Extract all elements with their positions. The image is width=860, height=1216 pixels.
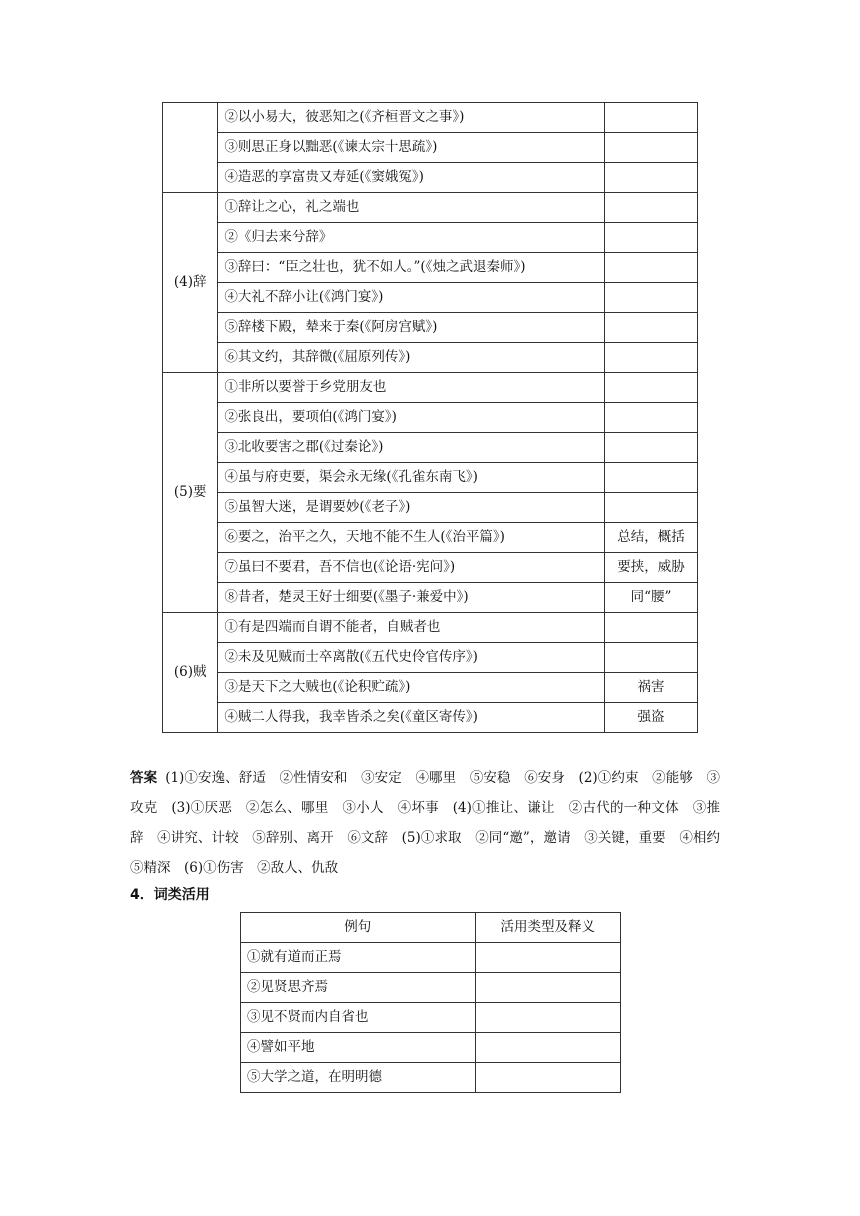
meaning-cell <box>604 613 697 643</box>
meaning-cell: 强盗 <box>604 703 697 733</box>
usage-cell <box>475 973 620 1003</box>
table-row <box>163 283 698 313</box>
example-cell: ③北收要害之郡(《过秦论》) <box>218 433 605 463</box>
meaning-cell <box>604 463 697 493</box>
table-row <box>163 253 698 283</box>
example-cell: ③见不贤而内自省也 <box>241 1003 476 1033</box>
usage-cell <box>475 1063 620 1093</box>
meaning-cell <box>604 313 697 343</box>
table-row <box>163 403 698 433</box>
table-row <box>163 493 698 523</box>
example-cell: ④造恶的享富贵又寿延(《窦娥冤》) <box>218 163 605 193</box>
meaning-cell <box>604 493 697 523</box>
example-cell: ⑧昔者，楚灵王好士细要(《墨子·兼爱中》) <box>218 583 605 613</box>
example-cell: ⑥其文约，其辞微(《屈原列传》) <box>218 343 605 373</box>
meaning-cell: 总结，概括 <box>604 523 697 553</box>
table-row <box>241 973 621 1003</box>
word-meaning-table <box>162 102 698 733</box>
meaning-cell <box>604 103 697 133</box>
table-row <box>163 313 698 343</box>
header-example: 例句 <box>241 913 476 943</box>
meaning-cell <box>604 433 697 463</box>
meaning-cell: 要挟，威胁 <box>604 553 697 583</box>
table-row <box>241 1063 621 1093</box>
answer-label: 答案 <box>130 770 158 786</box>
example-cell: ①就有道而正焉 <box>241 943 476 973</box>
example-cell: ②以小易大，彼恶知之(《齐桓晋文之事》) <box>218 103 605 133</box>
meaning-cell <box>604 223 697 253</box>
table-row <box>241 1033 621 1063</box>
example-cell: ④贼二人得我，我幸皆杀之矣(《童区寄传》) <box>218 703 605 733</box>
example-cell: ②见贤思齐焉 <box>241 973 476 1003</box>
usage-cell <box>475 1033 620 1063</box>
example-cell: ⑥要之，治平之久，天地不能不生人(《治平篇》) <box>218 523 605 553</box>
table-row <box>163 433 698 463</box>
example-cell: ①有是四端而自谓不能者，自贼者也 <box>218 613 605 643</box>
table-row <box>163 463 698 493</box>
usage-cell <box>475 943 620 973</box>
category-cell: (6)贼 <box>163 613 218 733</box>
meaning-cell <box>604 343 697 373</box>
table-row <box>163 553 698 583</box>
table-row <box>163 613 698 643</box>
meaning-cell: 祸害 <box>604 673 697 703</box>
meaning-cell <box>604 373 697 403</box>
table-row <box>163 523 698 553</box>
meaning-cell <box>604 403 697 433</box>
meaning-cell: 同“腰” <box>604 583 697 613</box>
meaning-cell <box>604 163 697 193</box>
example-cell: ②《归去来兮辞》 <box>218 223 605 253</box>
usage-cell <box>475 1003 620 1033</box>
category-cell: (5)要 <box>163 373 218 613</box>
example-cell: ④譬如平地 <box>241 1033 476 1063</box>
example-cell: ⑤大学之道，在明明德 <box>241 1063 476 1093</box>
example-cell: ③辞曰：“臣之壮也，犹不如人。”(《烛之武退秦师》) <box>218 253 605 283</box>
example-cell: ⑦虽曰不要君，吾不信也(《论语·宪问》) <box>218 553 605 583</box>
table-row <box>163 583 698 613</box>
table-header-row <box>241 913 621 943</box>
category-cell: (4)辞 <box>163 193 218 373</box>
example-cell: ④虽与府吏要，渠会永无缘(《孔雀东南飞》) <box>218 463 605 493</box>
meaning-cell <box>604 283 697 313</box>
table-row <box>163 673 698 703</box>
example-cell: ⑤虽智大迷，是谓要妙(《老子》) <box>218 493 605 523</box>
answer-block <box>130 763 734 883</box>
table-row <box>163 133 698 163</box>
meaning-cell <box>604 133 697 163</box>
table-row <box>163 643 698 673</box>
example-cell: ①辞让之心，礼之端也 <box>218 193 605 223</box>
table-row <box>163 223 698 253</box>
table-row <box>163 703 698 733</box>
meaning-cell <box>604 253 697 283</box>
example-cell: ②张良出，要项伯(《鸿门宴》) <box>218 403 605 433</box>
example-cell: ⑤辞楼下殿，辇来于秦(《阿房宫赋》) <box>218 313 605 343</box>
word-usage-table <box>240 912 621 1093</box>
table-row <box>163 103 698 133</box>
meaning-cell <box>604 193 697 223</box>
table-row <box>241 1003 621 1033</box>
header-usage: 活用类型及释义 <box>475 913 620 943</box>
table-row <box>241 943 621 973</box>
example-cell: ②未及见贼而士卒离散(《五代史伶官传序》) <box>218 643 605 673</box>
table-row <box>163 343 698 373</box>
answer-text: (1)①安逸、舒适 ②性情安和 ③安定 ④哪里 ⑤安稳 ⑥安身 (2)①约束 ②能够 ③攻克 (3)①厌恶 ②怎么、哪里 ③小人 ④坏事 (4)①推让、谦让 ②古代的一种文体 ③推辞 ④讲究、计较 ⑤辞别、离开 ⑥文辞 (5)①求取 ②同“邀”，邀请 ③关键，重要 ④相约 ⑤精深 (6)①伤害 ②敌人、仇敌 <box>130 770 734 876</box>
section-title: 4．词类活用 <box>130 887 210 903</box>
table-row <box>163 373 698 403</box>
category-cell <box>163 103 218 193</box>
example-cell: ④大礼不辞小让(《鸿门宴》) <box>218 283 605 313</box>
example-cell: ①非所以要誉于乡党朋友也 <box>218 373 605 403</box>
table-row <box>163 193 698 223</box>
example-cell: ③是天下之大贼也(《论积贮疏》) <box>218 673 605 703</box>
meaning-cell <box>604 643 697 673</box>
table-row <box>163 163 698 193</box>
example-cell: ③则思正身以黜恶(《谏太宗十思疏》) <box>218 133 605 163</box>
